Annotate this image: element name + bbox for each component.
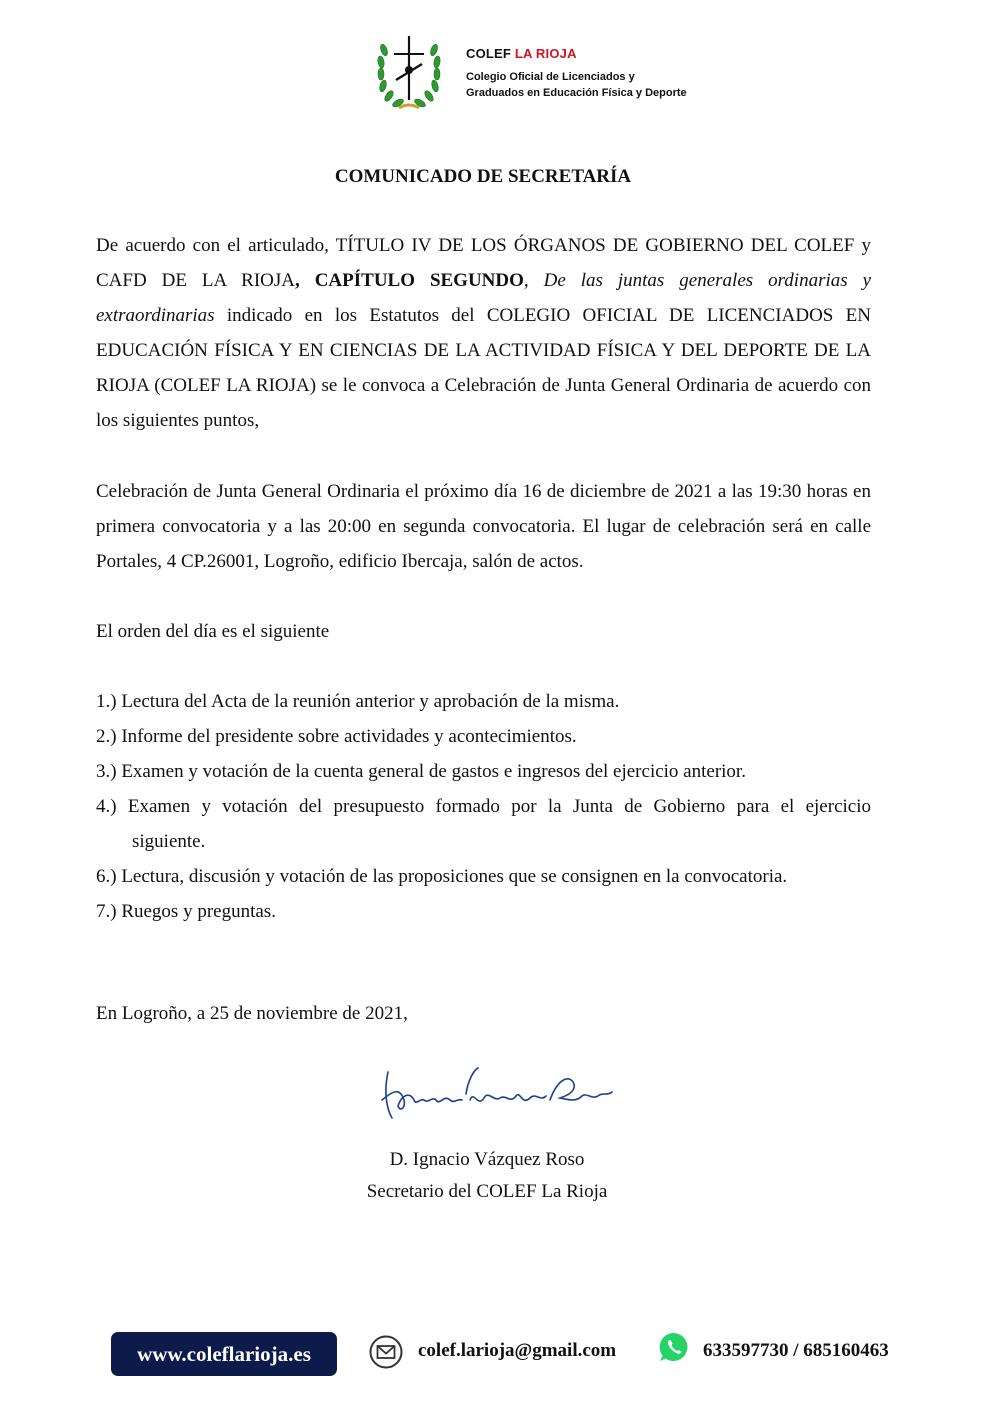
org-name-prefix: COLEF (466, 46, 512, 61)
meeting-details-paragraph: Celebración de Junta General Ordinaria el próximo día 16 de diciembre de 2021 a las 19:30 horas en primera convocatoria y a las 20:00 en segunda convocatoria. El lugar de celebración será en calle Portales, 4 CP.26001, Logroño, edificio Ibercaja, salón de actos. (96, 481, 871, 572)
agenda-item-continuation: siguiente. (132, 831, 206, 852)
org-full-line-1: Colegio Oficial de Licenciados y (466, 71, 635, 83)
agenda-list (96, 684, 871, 929)
phone-numbers[interactable]: 633597730 / 685160463 (703, 1340, 889, 1361)
agenda-item: 6.) Lectura, discusión y votación de las proposiciones que se consignen en la convocatoria. (96, 866, 788, 887)
agenda-item: 7.) Ruegos y preguntas. (96, 901, 276, 922)
closing-date: En Logroño, a 25 de noviembre de 2021, (96, 1003, 408, 1024)
envelope-icon (369, 1335, 403, 1369)
intro-paragraph (96, 228, 871, 438)
organization-full-name (466, 69, 687, 101)
organization-short-name (466, 46, 687, 61)
org-name-suffix: LA RIOJA (514, 46, 577, 61)
org-full-line-2: Graduados en Educación Física y Deporte (466, 87, 687, 99)
intro-seg-1: De acuerdo con el articulado, TÍTULO IV DE LOS ÓRGANOS DE GOBIERNO DEL COLEF y CAFD DE LA RIOJA (96, 235, 871, 291)
agenda-item: 3.) Examen y votación de la cuenta general de gastos e ingresos del ejercicio anterior. (96, 761, 746, 782)
organization-header (466, 46, 687, 101)
agenda-item: 1.) Lectura del Acta de la reunión anterior y aprobación de la misma. (96, 691, 620, 712)
document-title: COMUNICADO DE SECRETARÍA (334, 166, 632, 187)
signatory-name: D. Ignacio Vázquez Roso (389, 1149, 585, 1170)
signatory-block (0, 1144, 974, 1208)
handwritten-signature (370, 1060, 620, 1130)
agenda-intro: El orden del día es el siguiente (96, 621, 330, 642)
intro-seg-4: De las juntas generales ordinarias y extraordinarias (96, 270, 872, 326)
email-link[interactable]: colef.larioja@gmail.com (418, 1340, 617, 1361)
intro-seg-3: , (523, 270, 544, 291)
intro-seg-5: indicado en los Estatutos del COLEGIO OFICIAL DE LICENCIADOS EN EDUCACIÓN FÍSICA Y EN CIENCIAS DE LA ACTIVIDAD FÍSICA Y DEL DEPORTE DE LA RIOJA (COLEF LA RIOJA) se le convoca a Celebración de Junta General Ordinaria de acuerdo con los siguientes puntos, (96, 305, 871, 431)
website-link[interactable]: www.coleflarioja.es (111, 1332, 337, 1376)
colef-logo (374, 34, 444, 114)
signatory-role: Secretario del COLEF La Rioja (366, 1181, 608, 1202)
agenda-item: 4.) Examen y votación del presupuesto formado por la Junta de Gobierno para el ejercicio (96, 796, 871, 817)
intro-seg-2: , CAPÍTULO SEGUNDO (295, 270, 524, 291)
footer (0, 1330, 1000, 1378)
agenda-item: 2.) Informe del presidente sobre actividades y acontecimientos. (96, 726, 577, 747)
whatsapp-icon (657, 1330, 691, 1364)
